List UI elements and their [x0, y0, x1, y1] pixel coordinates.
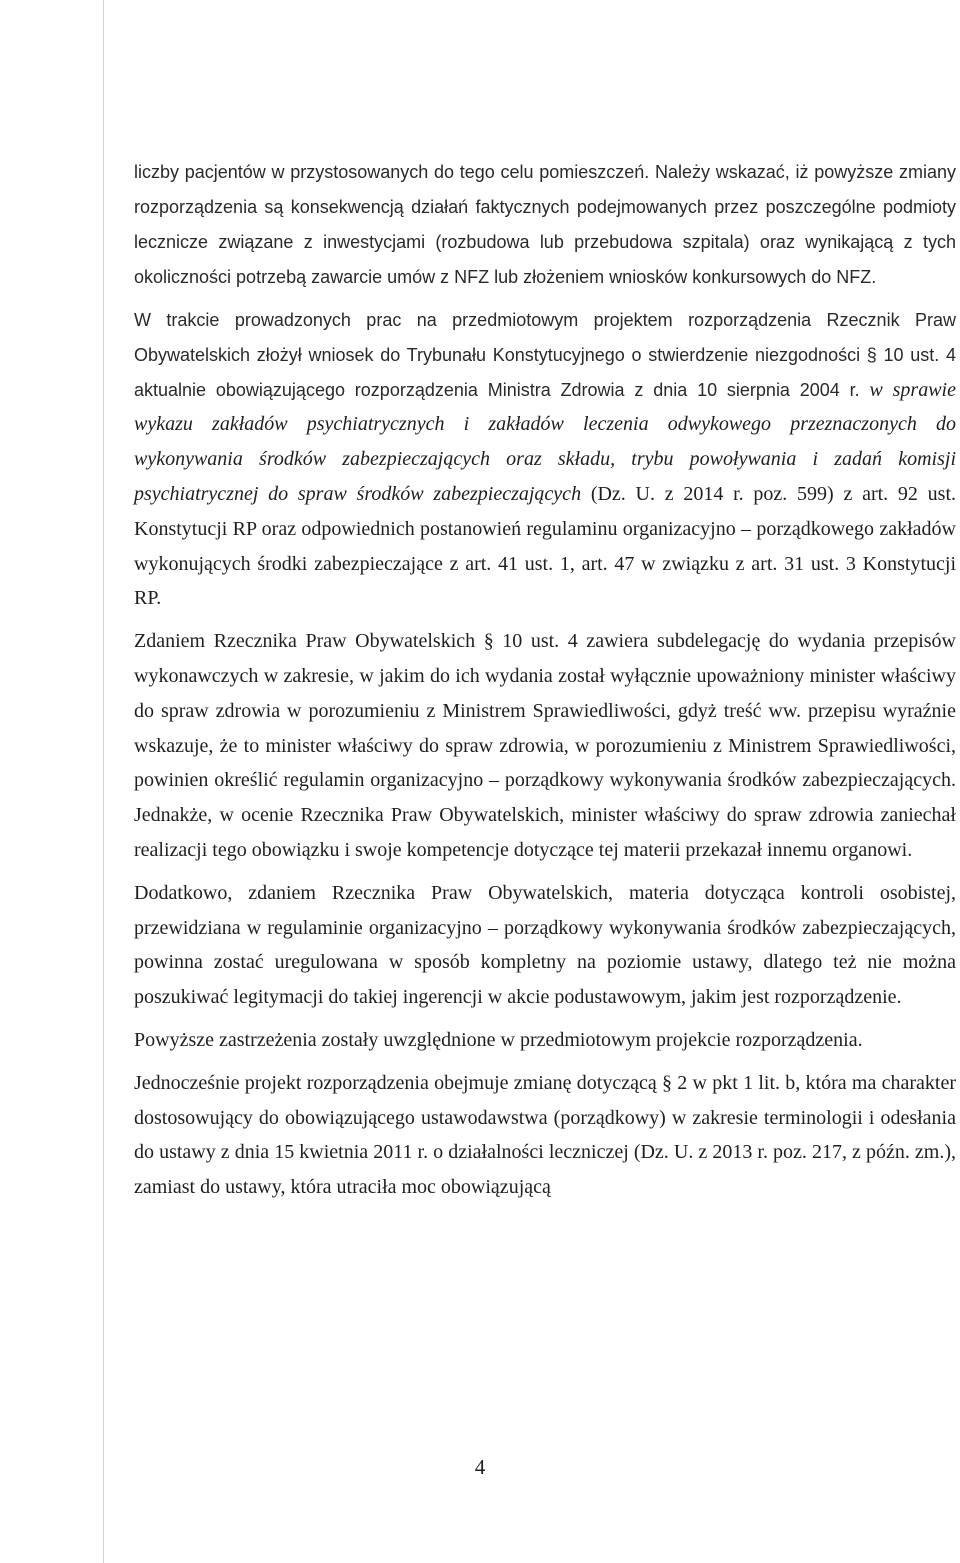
- paragraph-rpo-motion: [134, 303, 956, 616]
- paragraph-text: liczby pacjentów w przystosowanych do tego celu pomieszczeń. Należy wskazać, iż powyższe zmiany rozporządzenia są konsekwencją działań faktycznych podejmowanych przez poszczególne podmioty lecznicze związane z inwestycjami (rozbudowa lub przebudowa szpitala) oraz wynikającą z tych okoliczności potrzebą zawarcie umów z NFZ lub złożeniem wniosków konkursowych do NFZ.: [134, 162, 956, 287]
- paragraph-reservations-included: [134, 1023, 956, 1058]
- paragraph-text: Zdaniem Rzecznika Praw Obywatelskich § 10 ust. 4 zawiera subdelegację do wydania przepisów wykonawczych w zakresie, w jakim do ich wydania został wyłącznie upoważniony minister właściwy do spraw zdrowia w porozumieniu z Ministrem Sprawiedliwości, gdyż treść ww. przepisu wyraźnie wskazuje, że to minister właściwy do spraw zdrowia, w porozumieniu z Ministrem Sprawiedliwości, powinien określić regulamin organizacyjno – porządkowy wykonywania środków zabezpieczających. Jednakże, w ocenie Rzecznika Praw Obywatelskich, minister właściwy do spraw zdrowia zaniechał realizacji tego obowiązku i swoje kompetencje dotyczące tej materii przekazał innemu organowi.: [134, 630, 956, 861]
- paragraph-terminology-change: [134, 1066, 956, 1205]
- left-margin-rule: [103, 0, 104, 1563]
- paragraph-text: Dodatkowo, zdaniem Rzecznika Praw Obywatelskich, materia dotycząca kontroli osobistej, przewidziana w regulaminie organizacyjno – porządkowy wykonywania środków zabezpieczających, powinna zostać uregulowana w sposób kompletny na poziomie ustawy, dlatego też nie można poszukiwać legitymacji do takiej ingerencji w akcie podustawowym, jakim jest rozporządzenie.: [134, 881, 956, 1009]
- paragraph-rpo-opinion: [134, 624, 956, 868]
- paragraph-text: Powyższe zastrzeżenia zostały uwzględnione w przedmiotowym projekcie rozporządzenia.: [134, 1028, 863, 1051]
- regulation-title-italic: w sprawie wykazu zakładów psychiatrycznych i zakładów leczenia odwykowego przeznaczonych do wykonywania środków zabezpieczających oraz składu, trybu powoływania i zadań komisji psychiatrycznej do spraw środków zabezpieczających: [134, 378, 956, 505]
- paragraph-text: Jednocześnie projekt rozporządzenia obejmuje zmianę dotyczącą § 2 w pkt 1 lit. b, która ma charakter dostosowujący do obowiązującego ustawodawstwa (porządkowy) w zakresie terminologii i odesłania do ustawy z dnia 15 kwietnia 2011 r. o działalności leczniczej (Dz. U. z 2013 r. poz. 217, z późn. zm.), zamiast do ustawy, która utraciła moc obowiązującą: [134, 1071, 956, 1199]
- page-number: 4: [474, 1455, 486, 1479]
- paragraph-text: W trakcie prowadzonych prac na przedmiotowym projektem rozporządzenia Rzecznik Praw Obywatelskich złożył wniosek do Trybunału Konstytucyjnego o stwierdzenie niezgodności § 10 ust. 4 aktualnie obowiązującego rozporządzenia Ministra Zdrowia z dnia 10 sierpnia 2004 r.: [134, 310, 956, 400]
- paragraph-personal-control: [134, 876, 956, 1015]
- paragraph-text: (Dz. U. z 2014 r. poz. 599) z art. 92 ust. Konstytucji RP oraz odpowiednich postanowień regulaminu organizacyjno – porządkowego zakładów wykonujących środki zabezpieczające z art. 41 ust. 1, art. 47 w związku z art. 31 ust. 3 Konstytucji RP.: [134, 482, 956, 610]
- document-page: [134, 155, 956, 1213]
- paragraph-intro-continuation: [134, 155, 956, 295]
